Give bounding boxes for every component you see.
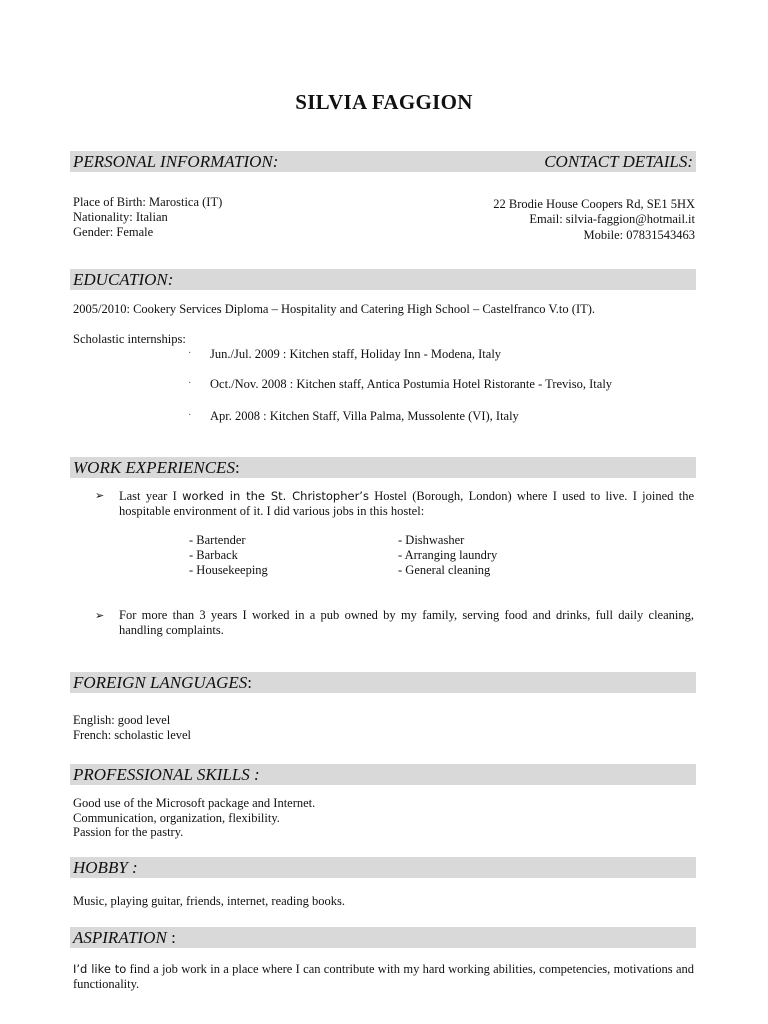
job-item: - Arranging laundry [398,548,498,562]
place-of-birth: Place of Birth: Marostica (IT) [73,195,223,209]
professional-skills-heading: PROFESSIONAL SKILLS : [73,765,260,784]
work-experiences-header-bar [70,457,696,478]
education-heading: EDUCATION: [73,270,174,289]
contact-address: 22 Brodie House Coopers Rd, SE1 5HX [493,197,695,211]
hobby-heading: HOBBY : [73,858,138,877]
education-diploma: 2005/2010: Cookery Services Diploma – Hospitality and Catering High School – Castelfranco V.to (IT). [73,302,596,316]
arrow-bullet-icon: ➢ [95,610,105,622]
internship-item: Oct./Nov. 2008 : Kitchen staff, Antica Postumia Hotel Ristorante - Treviso, Italy [210,377,613,391]
hobby-header-bar [70,857,696,878]
internship-item: Apr. 2008 : Kitchen Staff, Villa Palma, Mussolente (VI), Italy [210,409,519,423]
candidate-name: SILVIA FAGGION [295,90,473,114]
bullet-dot: · [188,378,192,389]
job-item: - Housekeeping [189,563,268,577]
gender: Gender: Female [73,225,154,239]
nationality: Nationality: Italian [73,210,168,224]
job-item: - General cleaning [398,563,491,577]
hobby-text: Music, playing guitar, friends, internet, reading books. [73,894,346,908]
arrow-bullet-icon: ➢ [95,490,105,502]
aspiration-header-bar [70,927,696,948]
work-item-family-pub: For more than 3 years I worked in a pub owned by my family, serving food and drinks, full daily cleaning, handling complaints. [119,608,694,637]
work-item-hostel-text-c: Hostel (Borough, London) where I used to live. I joined the hospitable environment of it. I did various jobs in this hostel: [119,489,694,518]
work-item-hostel [119,489,694,519]
languages-heading-colon: : [247,673,252,692]
professional-skills-header-bar [70,764,696,785]
aspiration-text-b: find a job work in a place where I can contribute with my hard working abilities, competencies, motivations and functionality. [73,962,695,991]
job-item: - Barback [189,548,238,562]
aspiration-text [73,962,694,992]
contact-details-heading: CONTACT DETAILS: [544,152,693,171]
work-item-hostel-text-a: Last year I [119,489,183,503]
job-item: - Dishwasher [398,533,465,547]
internship-item: Jun./Jul. 2009 : Kitchen staff, Holiday Inn - Modena, Italy [210,347,502,361]
foreign-languages-header-bar [70,672,696,693]
language-english: English: good level [73,713,171,727]
skill-line: Communication, organization, flexibility. [73,811,280,825]
skill-line: Passion for the pastry. [73,825,184,839]
personal-contact-header-bar [70,151,696,172]
contact-mobile: Mobile: 07831543463 [583,228,695,242]
work-experiences-heading: WORK EXPERIENCES [73,458,235,477]
language-french: French: scholastic level [73,728,192,742]
internships-label: Scholastic internships: [73,332,186,346]
aspiration-heading: ASPIRATION [73,928,167,947]
work-heading-colon: : [234,458,240,477]
work-item-hostel-text-b: worked in the St. Christopher’s [182,489,369,503]
personal-information-heading: PERSONAL INFORMATION: [73,152,279,171]
aspiration-text-a: I’d like to [73,962,127,976]
bullet-dot: · [188,348,192,359]
education-header-bar [70,269,696,290]
skill-line: Good use of the Microsoft package and Internet. [73,796,316,810]
foreign-languages-heading: FOREIGN LANGUAGES [73,673,248,692]
bullet-dot: · [188,410,192,421]
aspiration-heading-colon: : [166,928,176,947]
contact-email[interactable]: Email: silvia-faggion@hotmail.it [529,212,695,226]
job-item: - Bartender [189,533,246,547]
